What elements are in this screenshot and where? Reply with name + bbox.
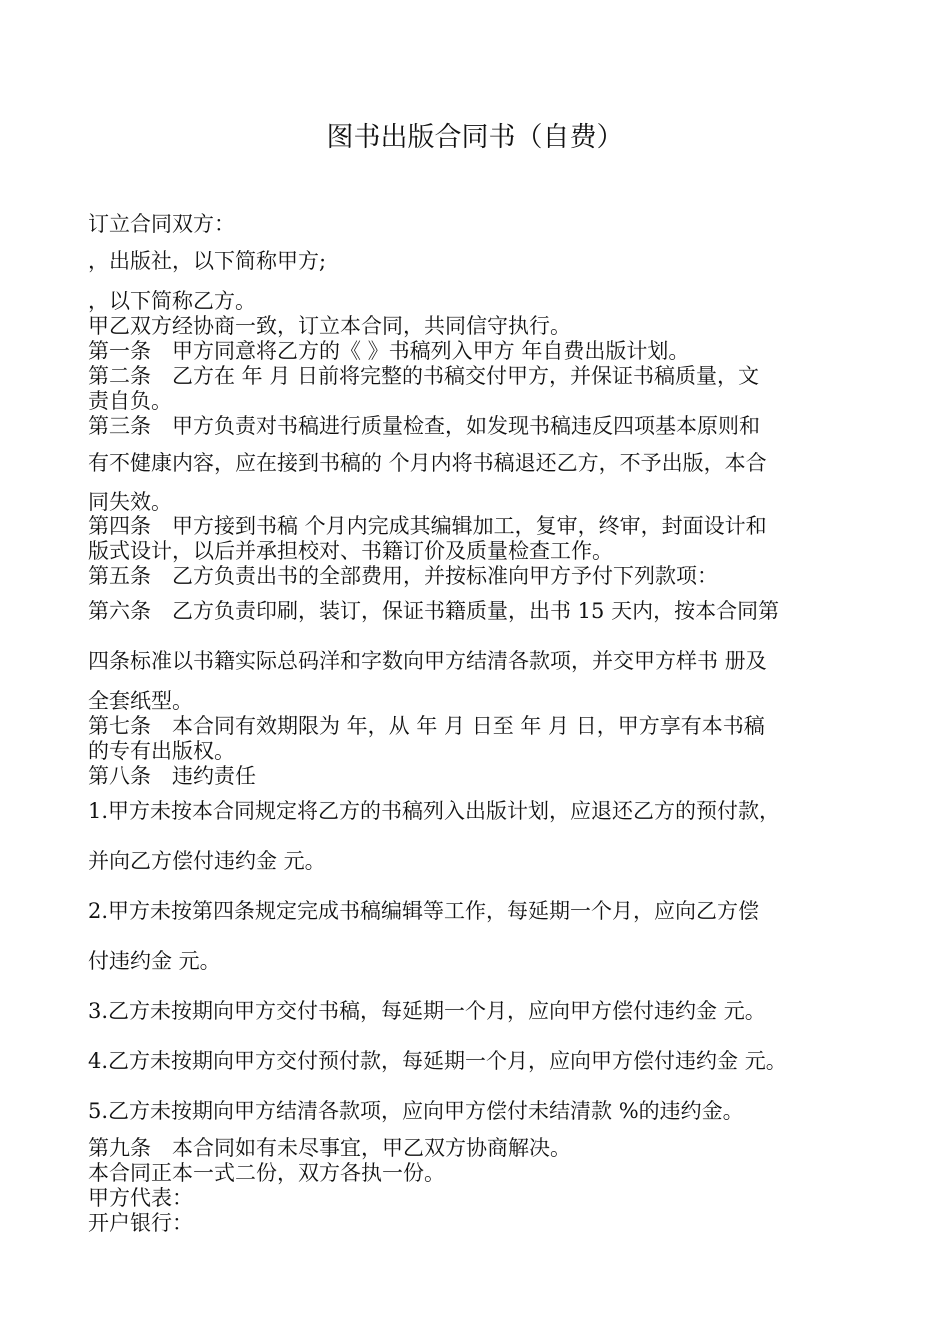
text-line: 本合同正本一式二份，双方各执一份。 bbox=[88, 1161, 445, 1185]
text-line: 有不健康内容，应在接到书稿的 个月内将书稿退还乙方，不予出版，本合 bbox=[88, 451, 767, 475]
text-line: 第五条 乙方负责出书的全部费用，并按标准向甲方予付下列款项： bbox=[88, 564, 718, 588]
text-line: 5.乙方未按期向甲方结清各款项，应向甲方偿付未结清款 %的违约金。 bbox=[88, 1099, 744, 1123]
text-line: 付违约金 元。 bbox=[88, 949, 221, 973]
text-line: 4.乙方未按期向甲方交付预付款，每延期一个月，应向甲方偿付违约金 元。 bbox=[88, 1049, 787, 1073]
text-line: 第八条 违约责任 bbox=[88, 764, 256, 788]
text-line: 第六条 乙方负责印刷，装订，保证书籍质量，出书 15 天内，按本合同第 bbox=[88, 599, 780, 623]
text-line: ，以下简称乙方。 bbox=[88, 289, 256, 313]
text-line: 第四条 甲方接到书稿 个月内完成其编辑加工，复审，终审，封面设计和 bbox=[88, 514, 767, 538]
text-line: 责自负。 bbox=[88, 389, 172, 413]
text-line: 四条标准以书籍实际总码洋和字数向甲方结清各款项，并交甲方样书 册及 bbox=[88, 649, 767, 673]
text-line: 第三条 甲方负责对书稿进行质量检查，如发现书稿违反四项基本原则和 bbox=[88, 414, 760, 438]
text-line: 甲乙双方经协商一致，订立本合同，共同信守执行。 bbox=[88, 314, 571, 338]
text-line: 并向乙方偿付违约金 元。 bbox=[88, 849, 326, 873]
text-line: 全套纸型。 bbox=[88, 689, 193, 713]
text-line: 2.甲方未按第四条规定完成书稿编辑等工作，每延期一个月，应向乙方偿 bbox=[88, 899, 760, 923]
text-line: 版式设计，以后并承担校对、书籍订价及质量检查工作。 bbox=[88, 539, 613, 563]
text-line: 第一条 甲方同意将乙方的《 》书稿列入甲方 年自费出版计划。 bbox=[88, 339, 690, 363]
text-line: 第九条 本合同如有未尽事宜，甲乙双方协商解决。 bbox=[88, 1136, 571, 1160]
text-line: 第二条 乙方在 年 月 日前将完整的书稿交付甲方，并保证书稿质量，文 bbox=[88, 364, 760, 388]
text-line: 的专有出版权。 bbox=[88, 739, 235, 763]
document-title: 图书出版合同书（自费） bbox=[326, 122, 624, 153]
text-line: ，出版社，以下简称甲方; bbox=[88, 249, 327, 273]
text-line: 开户银行： bbox=[88, 1211, 193, 1235]
text-line: 甲方代表： bbox=[88, 1186, 193, 1210]
text-line: 第七条 本合同有效期限为 年，从 年 月 日至 年 月 日，甲方享有本书稿 bbox=[88, 714, 765, 738]
text-line: 1.甲方未按本合同规定将乙方的书稿列入出版计划，应退还乙方的预付款， bbox=[88, 799, 781, 823]
text-line: 3.乙方未按期向甲方交付书稿，每延期一个月，应向甲方偿付违约金 元。 bbox=[88, 999, 766, 1023]
text-line: 订立合同双方： bbox=[88, 212, 235, 236]
text-line: 同失效。 bbox=[88, 490, 172, 514]
